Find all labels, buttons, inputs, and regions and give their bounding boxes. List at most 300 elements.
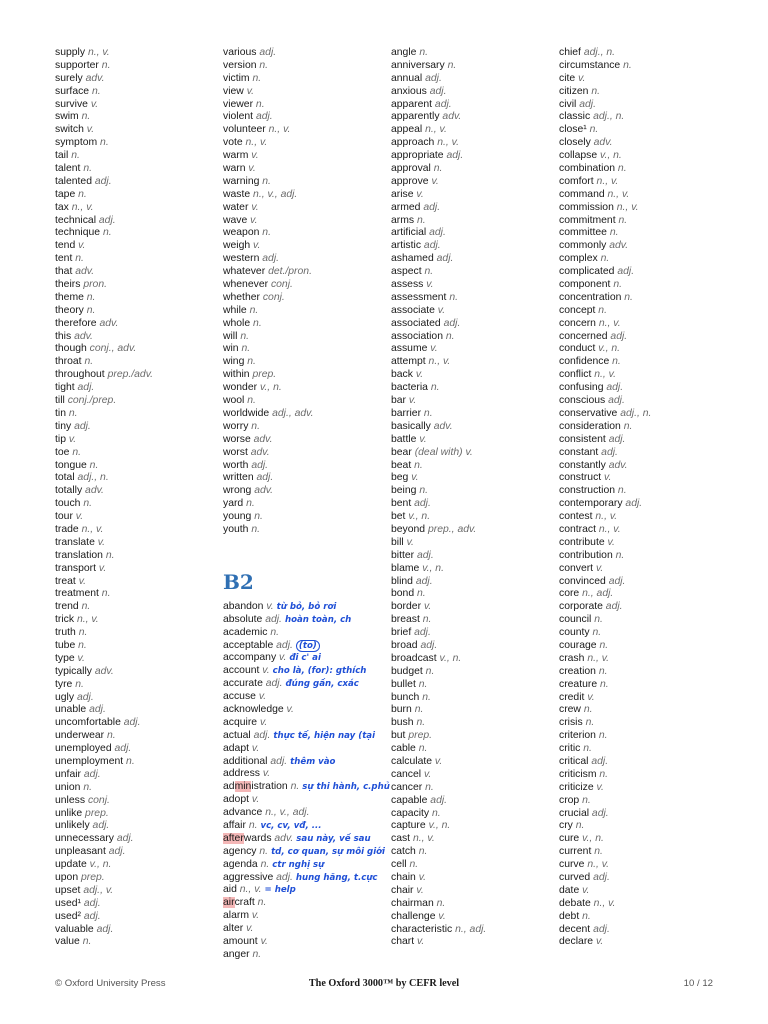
word-entry [559,550,724,563]
headword: western [223,253,260,265]
word-entry [559,176,724,189]
headword: totally [55,485,83,497]
highlight-mark: after [223,832,244,844]
word-entry [391,137,556,150]
headword: breast [391,614,420,626]
headword: construct [559,472,602,484]
word-entry [223,665,388,678]
word-entry [223,923,388,936]
part-of-speech: adj. [98,214,116,226]
word-entry [223,485,388,498]
headword: budget [391,665,423,677]
word-entry [559,859,724,872]
headword: beyond [391,523,426,535]
word-entry [223,60,388,73]
headword: appropriate [391,150,444,162]
part-of-speech: n. [249,304,259,316]
part-of-speech: n. [252,72,262,84]
headword: unemployment [55,755,124,767]
word-entry [391,460,556,473]
headword: chairman [391,897,434,909]
headword: truth [55,627,76,639]
word-entry [391,408,556,421]
word-entry [391,640,556,653]
word-entry [391,266,556,279]
word-entry [55,382,220,395]
word-entry [55,47,220,60]
headword: artificial [391,227,427,239]
word-entry [55,846,220,859]
headword: toe [55,446,70,458]
headword: critical [559,755,589,767]
word-entry [223,704,388,717]
headword: youth [223,523,249,535]
word-entry [55,395,220,408]
part-of-speech: n., v. [425,124,447,136]
word-entry [391,331,556,344]
headword: weapon [223,227,260,239]
headword: conflict [559,369,592,381]
word-entry [223,472,388,485]
word-entry [55,898,220,911]
headword: tongue [55,459,87,471]
handwritten-note: thêm vào [290,756,336,767]
part-of-speech: adj. [414,498,431,510]
part-of-speech: adj. [77,382,95,394]
part-of-speech: adj. [83,768,101,780]
part-of-speech: conj. [87,794,110,806]
word-entry [55,563,220,576]
part-of-speech: adj. [251,459,269,471]
section-gap [223,537,388,563]
word-entry [55,460,220,473]
part-of-speech: n., v., adj. [265,807,310,819]
headword: agency [223,845,257,857]
word-entry [559,911,724,924]
headword: survive [55,98,88,110]
headword: complicated [559,266,615,278]
headword: uncomfortable [55,717,121,729]
headword: worth [223,459,249,471]
word-entry [223,794,388,807]
headword: convinced [559,575,606,587]
part-of-speech: n. [252,948,262,960]
part-of-speech: v. [595,936,604,948]
word-entry [559,99,724,112]
headword: committee [559,227,607,239]
word-entry [55,421,220,434]
word-entry [223,163,388,176]
headword: adopt [223,794,250,806]
headword: trend [55,601,79,613]
word-entry [391,447,556,460]
headword: criterion [559,730,596,742]
word-entry [559,460,724,473]
headword: supply [55,47,86,58]
word-entry [55,124,220,137]
headword: version [223,59,257,71]
part-of-speech: v. [426,279,434,291]
word-entry [223,652,388,665]
part-of-speech: v. [411,472,419,484]
part-of-speech: conj. [270,279,293,291]
headword: translation [55,549,103,561]
part-of-speech: v. [578,72,586,84]
word-entry [559,86,724,99]
word-entry [391,356,556,369]
word-entry [55,99,220,112]
word-entry [391,485,556,498]
headword: anger [223,948,250,960]
word-entry [55,240,220,253]
headword: cell [391,859,407,871]
part-of-speech: n. [240,330,249,342]
headword: various [223,47,257,58]
headword: account [223,665,260,677]
headword: technical [55,214,97,226]
headword: characteristic [391,923,453,935]
headword: acceptable [223,639,274,651]
part-of-speech: n. [432,807,441,819]
headword: acquire [223,716,258,728]
part-of-speech: v. [438,910,446,922]
part-of-speech: n. [68,407,78,419]
word-entry [223,86,388,99]
part-of-speech: v. [587,691,595,703]
word-entry [223,189,388,202]
part-of-speech: v. [595,562,604,574]
word-entry [55,679,220,692]
headword: association [391,330,443,342]
word-entry [223,846,388,859]
part-of-speech: n. [425,781,434,793]
part-of-speech: n., v. [616,201,639,213]
headword: crew [559,704,581,716]
part-of-speech: v. [250,214,258,226]
headword: waste [223,188,251,200]
headword: border [391,601,422,613]
part-of-speech: n. [86,304,96,316]
part-of-speech: n., v. [593,897,616,909]
part-of-speech: n. [418,846,428,858]
word-entry [223,691,388,704]
word-entry [55,472,220,485]
part-of-speech: adj. [423,201,441,213]
headword: water [223,201,249,213]
word-entry [391,743,556,756]
word-entry [559,601,724,614]
part-of-speech: n. [589,124,599,136]
headword: accuse [223,691,256,703]
word-entry [55,524,220,537]
handwritten-note: đi c' ai [289,653,321,664]
headword: chart [391,936,415,948]
part-of-speech: n. [83,498,92,510]
headword: tip [55,433,66,445]
word-entry [559,756,724,769]
headword: civil [559,98,577,110]
part-of-speech: adj. [417,549,434,561]
part-of-speech: v. [258,691,267,703]
headword: armed [391,201,421,213]
headword: tend [55,240,76,252]
word-entry [223,949,388,962]
word-entry [559,820,724,833]
part-of-speech: v., n. [582,833,604,845]
headword: cite [559,72,576,84]
part-of-speech: v. [604,472,612,484]
headword: convert [559,562,594,574]
part-of-speech: n. [81,111,91,123]
headword: bear [391,446,412,458]
part-of-speech: adj. [423,240,441,252]
part-of-speech: n. [599,639,609,651]
part-of-speech: n., v., adj. [253,188,298,200]
word-entry [223,176,388,189]
word-entry [223,356,388,369]
word-entry [223,73,388,86]
word-entry [55,601,220,614]
part-of-speech: adv. [94,665,114,677]
word-entry [559,47,724,60]
word-entry [559,343,724,356]
part-of-speech: v. [259,716,268,728]
part-of-speech: n. [78,639,87,651]
word-entry [391,189,556,202]
part-of-speech: n. [598,665,608,677]
word-entry [559,872,724,885]
headword: chief [559,47,581,58]
part-of-speech: v. [75,511,84,523]
word-entry [559,679,724,692]
word-entry [223,614,388,627]
word-entry [559,318,724,331]
word-entry [391,215,556,228]
part-of-speech: (deal with) v. [414,446,473,458]
c1-words [223,47,388,537]
headword: technique [55,227,101,239]
part-of-speech: adv. [250,446,270,458]
part-of-speech: n. [253,317,262,329]
part-of-speech: n. [84,356,94,368]
word-entry [391,202,556,215]
part-of-speech: adj. [92,820,110,832]
part-of-speech: n., v. [594,369,616,381]
word-entry [391,305,556,318]
headword: contribute [559,536,605,548]
headword: typically [55,665,92,677]
word-entry [559,563,724,576]
part-of-speech: adv. [254,485,274,497]
part-of-speech: n. [100,137,109,149]
headword: constant [559,446,599,458]
headword: worry [223,420,249,432]
word-entry [223,833,388,846]
word-entry [391,576,556,589]
handwritten-note: đúng gần, cxác [285,679,359,690]
word-entry [559,253,724,266]
part-of-speech: v., n. [600,150,622,162]
part-of-speech: n. [255,98,265,110]
part-of-speech: v., n. [598,343,621,355]
part-of-speech: adj. [253,729,271,741]
headword: trick [55,614,75,626]
part-of-speech: v., n. [408,511,431,523]
headword: academic [223,626,268,638]
headword: unlikely [55,820,90,832]
part-of-speech: n. [618,214,628,226]
part-of-speech: n. [416,717,426,729]
word-entry [55,782,220,795]
headword: bunch [391,691,420,703]
word-entry [391,704,556,717]
part-of-speech: n. [418,678,428,690]
headword: underwear [55,730,105,742]
word-entry [223,395,388,408]
word-entry [55,318,220,331]
word-entry [223,640,388,653]
word-column-2 [223,47,388,962]
word-entry [223,447,388,460]
word-entry [223,253,388,266]
word-entry [391,253,556,266]
part-of-speech: conj., adv. [89,343,137,355]
word-entry [391,730,556,743]
headword: worse [223,433,251,445]
word-entry [55,227,220,240]
part-of-speech: adj. [256,472,274,484]
headword: this [55,330,72,342]
part-of-speech: adj. [94,175,112,187]
headword: affair [223,819,246,831]
part-of-speech: n. [600,253,610,265]
part-of-speech: n. [102,227,112,239]
word-entry [55,550,220,563]
part-of-speech: n. [582,910,591,922]
word-entry [55,343,220,356]
word-entry [559,511,724,524]
part-of-speech: adj. [76,691,94,703]
part-of-speech: v. [246,85,254,97]
word-entry [223,421,388,434]
headword: crisis [559,717,583,729]
word-entry [559,447,724,460]
word-entry [391,679,556,692]
word-entry [391,511,556,524]
word-entry [55,924,220,937]
word-entry [55,795,220,808]
part-of-speech: n. [445,330,455,342]
word-entry [559,434,724,447]
word-entry [391,782,556,795]
word-entry [391,756,556,769]
headword: construction [559,485,616,497]
part-of-speech: adj., n. [620,407,652,419]
headword: afterwards [223,832,272,844]
word-entry [223,936,388,949]
part-of-speech: n. [75,678,84,690]
part-of-speech: v., n. [439,652,462,664]
headword: address [223,768,260,780]
part-of-speech: n. [247,395,256,407]
headword: assess [391,279,424,291]
word-entry [559,395,724,408]
word-entry [559,833,724,846]
headword: capture [391,820,426,832]
handwritten-note: = help [264,885,296,896]
word-entry [391,163,556,176]
part-of-speech: n. [101,588,111,600]
word-entry [559,885,724,898]
headword: unlike [55,807,83,819]
part-of-speech: adj. [420,639,438,651]
headword: command [559,188,605,200]
headword: apparent [391,98,433,110]
part-of-speech: adj. [608,433,626,445]
word-entry [559,640,724,653]
part-of-speech: n. [419,47,428,58]
part-of-speech: n. [101,59,111,71]
part-of-speech: v. [262,768,271,780]
word-entry [55,292,220,305]
headword: consistent [559,433,606,445]
word-entry [223,768,388,781]
headword: creation [559,665,596,677]
part-of-speech: n. [107,730,116,742]
word-entry [391,150,556,163]
headword: apparently [391,111,440,123]
word-entry [559,279,724,292]
word-entry [391,588,556,601]
word-entry [223,756,388,769]
word-entry [559,163,724,176]
headword: bent [391,498,412,510]
headword: cancer [391,781,423,793]
part-of-speech: adj., adv. [272,407,314,419]
headword: bullet [391,678,416,690]
word-entry [391,99,556,112]
word-entry [55,640,220,653]
word-entry [55,434,220,447]
word-entry [559,627,724,640]
part-of-speech: v. [423,601,432,613]
headword: core [559,588,580,600]
part-of-speech: adj. [415,575,433,587]
part-of-speech: adj. [74,420,91,432]
headword: wonder [223,382,258,394]
word-entry [559,60,724,73]
headword: tin [55,407,66,419]
headword: wool [223,395,245,407]
part-of-speech: n. [416,214,426,226]
word-entry [391,421,556,434]
word-entry [559,331,724,344]
part-of-speech: v. [434,755,443,767]
b2-word-list [223,601,388,962]
headword: appeal [391,124,423,136]
part-of-speech: v. [262,665,270,677]
handwritten-note: ctr nghị sự [272,859,325,870]
part-of-speech: n., adj. [455,923,487,935]
handwritten-note: thực tế, hiện nay (tại [273,730,376,741]
word-entry [559,408,724,421]
word-entry [391,911,556,924]
word-entry [55,305,220,318]
word-entry [55,808,220,821]
word-entry [55,588,220,601]
headword: administration [223,781,288,793]
word-entry [391,692,556,705]
